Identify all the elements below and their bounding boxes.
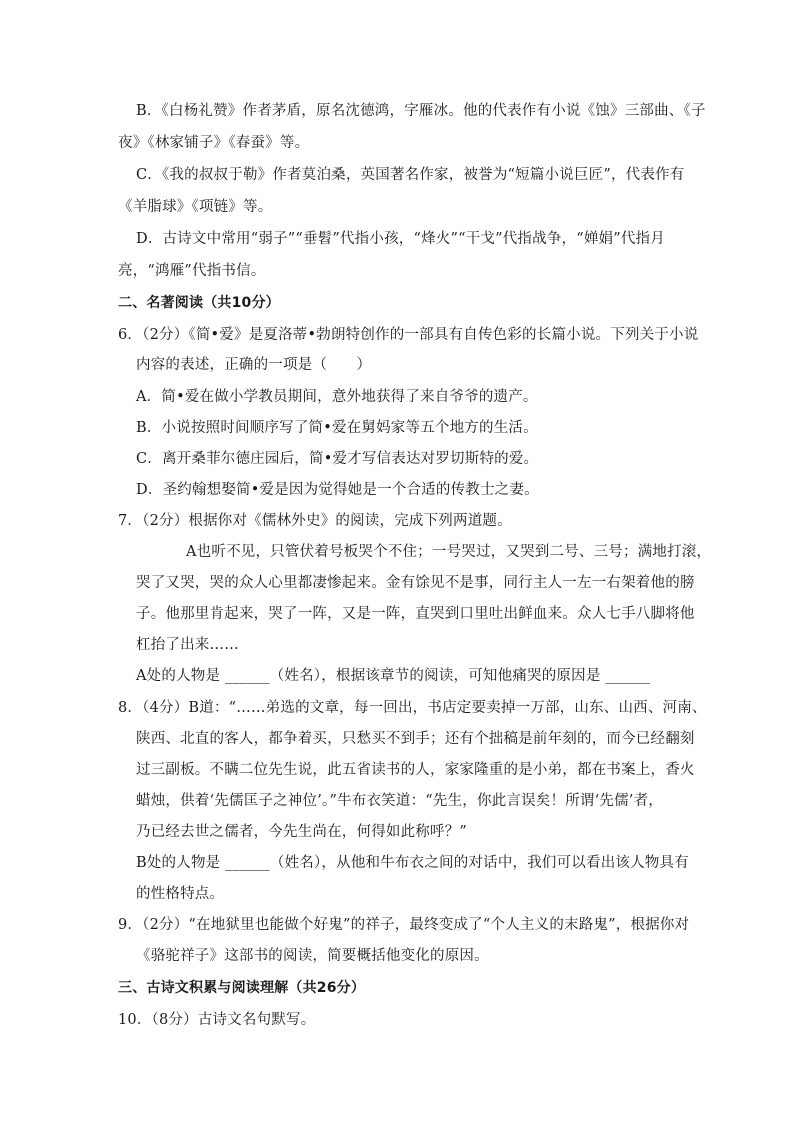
option-c-line-2: 《羊脂球》《项链》等。 xyxy=(118,199,273,215)
passage-7-line-1: A也听不见，只管伏着号板哭个不住；一号哭过，又哭到二号、三号；满地打滚， xyxy=(186,544,712,560)
passage-7-line-3: 子。他那里肯起来，哭了一阵，又是一阵，直哭到口里吐出鲜血来。众人七手八脚将他 xyxy=(136,606,695,622)
question-6-option-b: B．小说按照时间顺序写了简•爱在舅妈家等五个地方的生活。 xyxy=(136,420,538,436)
question-7-prompt: 7．（2分）根据你对《儒林外史》的阅读，完成下列两道题。 xyxy=(118,513,512,529)
question-10-prompt: 10．（8分）古诗文名句默写。 xyxy=(118,1012,316,1028)
question-8-line-5: 乃已经去世之儒者，今先生尚在，何得如此称呼？” xyxy=(136,824,468,840)
option-b-line-1: B．《白杨礼赞》作者茅盾，原名沈德鸿，字雁冰。他的代表作有小说《蚀》三部曲、《子 xyxy=(136,103,706,119)
question-9-line-2: 《骆驼祥子》这部书的阅读，简要概括他变化的原因。 xyxy=(136,948,489,964)
question-8-line-3: 过三副板。不瞒二位先生说，此五省读书的人，家家隆重的是小弟，都在书案上，香火 xyxy=(136,762,695,778)
section-heading-2: 二、名著阅读（共10分） xyxy=(118,295,280,311)
question-6-option-d: D．圣约翰想娶简•爱是因为觉得她是一个合适的传教士之妻。 xyxy=(136,482,539,498)
option-c-line-1: C．《我的叔叔于勒》作者莫泊桑，英国著名作家，被誉为“短篇小说巨匠”，代表作有 xyxy=(136,167,685,183)
passage-7-line-4: 杠抬了出来…… xyxy=(136,637,239,653)
question-6-option-a: A．简•爱在做小学教员期间，意外地获得了来自爷爷的遗产。 xyxy=(136,389,538,405)
question-6-line-2: 内容的表述，正确的一项是（ ） xyxy=(136,357,372,373)
question-8-line-1: 8．（4分）B道：“……弟选的文章，每一回出，书店定要卖掉一万部，山东、山西、河南、 xyxy=(118,700,707,716)
question-9-line-1: 9．（2分）“在地狱里也能做个好鬼”的祥子，最终变成了“个人主义的末路鬼”，根据你对 xyxy=(118,917,690,933)
question-8-line-2: 陕西、北直的客人，都争着买，只愁买不到手；还有个拙稿是前年刻的，而今已经翻刻 xyxy=(136,731,695,747)
option-b-line-2: 夜》《林家铺子》《春蚕》等。 xyxy=(118,135,310,151)
passage-7-line-2: 哭了又哭，哭的众人心里都凄惨起来。金有馀见不是事，同行主人一左一右架着他的膀 xyxy=(136,575,695,591)
question-6-option-c: C．离开桑菲尔德庄园后，简•爱才写信表达对罗切斯特的爱。 xyxy=(136,451,539,467)
section-heading-3: 三、古诗文积累与阅读理解（共26分） xyxy=(118,980,366,996)
question-7-blank-line: A处的人物是 ______（姓名），根据该章节的阅读，可知他痛哭的原因是 ______ xyxy=(136,668,651,684)
question-8-line-4: 蜡烛，供着‘先儒匡子之神位’。”牛布衣笑道：“先生，你此言误矣！所谓‘先儒’者， xyxy=(136,793,664,809)
option-d-line-2: 亮，“鸿雁”代指书信。 xyxy=(118,263,266,279)
question-8-blank-line-1: B处的人物是 ______（姓名），从他和牛布衣之间的对话中，我们可以看出该人物具有 xyxy=(136,855,689,871)
question-8-blank-line-2: 的性格特点。 xyxy=(136,886,225,902)
option-d-line-1: D．古诗文中常用“弱子”“垂髫”代指小孩，“烽火”“干戈”代指战争，“婵娟”代指月 xyxy=(136,231,665,247)
question-6-line-1: 6．（2分）《简•爱》是夏洛蒂•勃朗特创作的一部具有自传色彩的长篇小说。下列关于小说 xyxy=(118,327,699,343)
